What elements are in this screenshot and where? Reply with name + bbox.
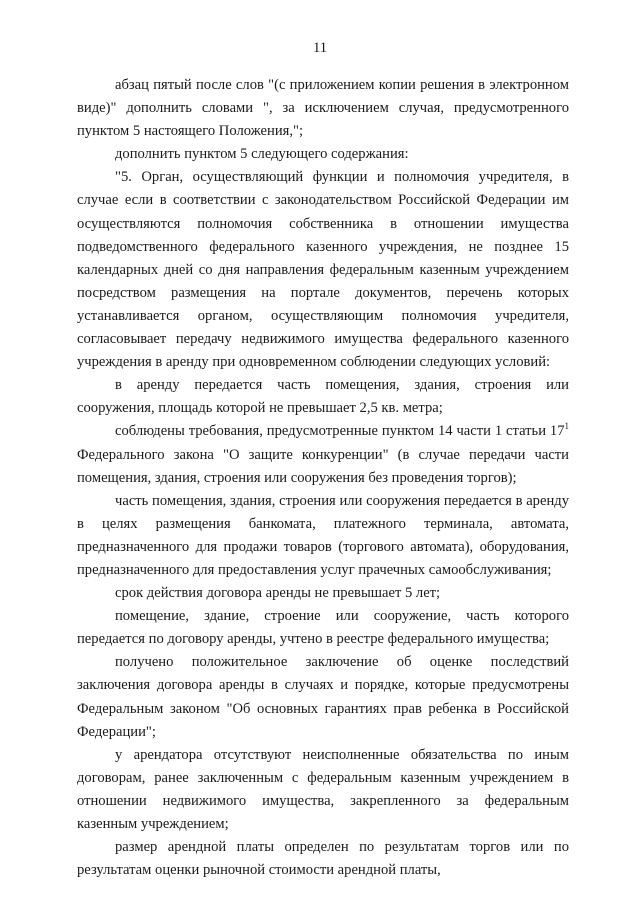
condition-competition-text-after: Федерального закона "О защите конкуренции" (в случае передачи части помещения, здания, строения или сооружения без проведения торгов); — [77, 446, 569, 486]
paragraph-amendment-fifth-clause: абзац пятый после слов "(с приложением копии решения в электронном виде)" дополнить словами ", за исключением случая, предусмотренного пунктом 5 настоящего Положения,"; — [77, 77, 569, 140]
paragraph-point-5-intro: "5. Орган, осуществляющий функции и полномочия учредителя, в случае если в соответствии с законодательством Российской Федерации им осуществляются полномочия собственника в отношении имущества подведомственного федерального казенного учреждения, не позднее 15 календарных дней со дня направления федеральным казенным учреждением посредством размещения на портале документов, перечень которых устанавливается органом, осуществляющим полномочия учредителя, согласовывает передачу недвижимого имущества федерального казенного учреждения в аренду при одновременном соблюдении следующих условий: — [77, 169, 569, 371]
paragraph-condition-term: срок действия договора аренды не превышает 5 лет; — [115, 585, 441, 602]
paragraph-condition-no-obligations: у арендатора отсутствуют неисполненные обязательства по иным договорам, ранее заключенным с федеральным казенным учреждением в отношении недвижимого имущества, закрепленного за федеральным казенным учреждением; — [77, 746, 569, 832]
paragraph-condition-registry: помещение, здание, строение или сооружение, часть которого передается по договору аренды, учтено в реестре федерального имущества; — [77, 608, 569, 648]
condition-competition-text-before: соблюдены требования, предусмотренные пунктом 14 части 1 статьи 17 — [115, 423, 565, 440]
paragraph-condition-area: в аренду передается часть помещения, здания, строения или сооружения, площадь которой не превышает 2,5 кв. метра; — [77, 377, 569, 417]
paragraph-condition-competition-law — [77, 420, 569, 489]
paragraph-condition-child-rights: получено положительное заключение об оценке последствий заключения договора аренды в случаях и порядке, которые предусмотрены Федеральным законом "Об основных гарантиях прав ребенка в Российской Федерации"; — [77, 654, 569, 740]
paragraph-add-point-5: дополнить пунктом 5 следующего содержания: — [115, 146, 409, 163]
page-number: 11 — [312, 40, 328, 56]
paragraph-condition-purpose: часть помещения, здания, строения или сооружения передается в аренду в целях размещения банкомата, платежного терминала, автомата, предназначенного для продажи товаров (торгового автомата), оборудования, предназначенного для предоставления услуг прачечных самообслуживания; — [77, 492, 569, 578]
document-body — [77, 74, 569, 882]
paragraph-condition-rent-amount: размер арендной платы определен по результатам торгов или по результатам оценки рыночной стоимости арендной платы, — [77, 839, 569, 879]
article-superscript: 1 — [564, 421, 569, 432]
